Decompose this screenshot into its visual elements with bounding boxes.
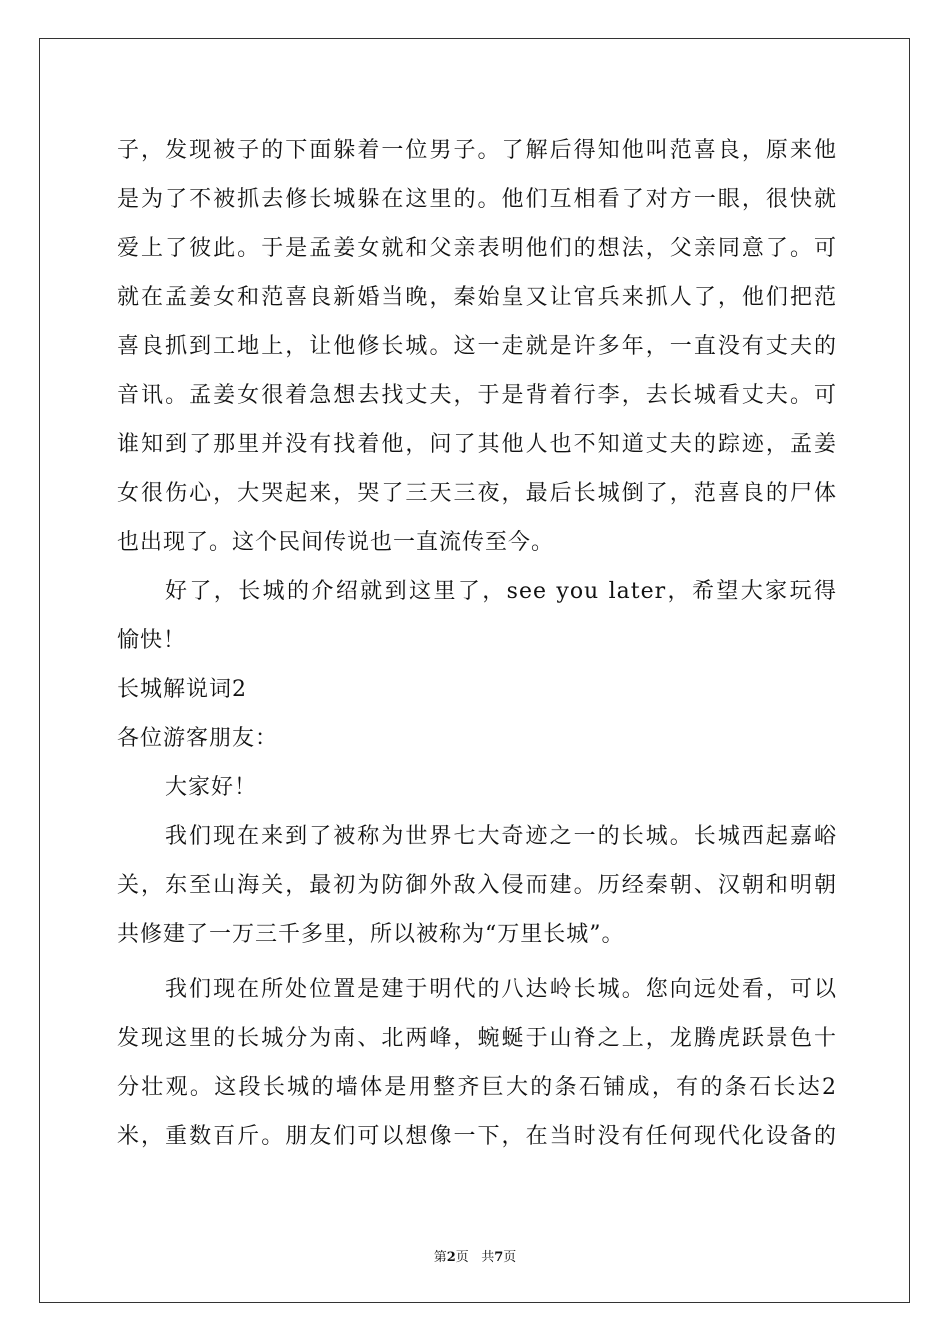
text-line: 音讯。孟姜女很着急想去找丈夫，于是背着行李，去长城看丈夫。可 — [117, 383, 837, 408]
text-line: 就在孟姜女和范喜良新婚当晚，秦始皇又让官兵来抓人了，他们把范 — [117, 285, 837, 310]
text-line: 关，东至山海关，最初为防御外敌入侵而建。历经秦朝、汉朝和明朝 — [117, 873, 837, 898]
text-line: 我们现在来到了被称为世界七大奇迹之一的长城。长城西起嘉峪 — [165, 824, 837, 849]
hello-line: 大家好！ — [165, 775, 258, 800]
page-suffix: 页 — [455, 1250, 469, 1265]
document-body — [117, 126, 837, 1161]
text-line: 我们现在所处位置是建于明代的八达岭长城。您向远处看，可以 — [165, 977, 837, 1002]
text-line: 好了，长城的介绍就到这里了，see you later，希望大家玩得 — [165, 579, 837, 604]
text-line: 共修建了一万三千多里，所以被称为“万里长城”。 — [117, 922, 625, 947]
text-line: 也出现了。这个民间传说也一直流传至今。 — [117, 530, 555, 555]
page-footer — [0, 1246, 950, 1265]
page-number: 2 — [446, 1250, 456, 1265]
total-suffix: 页 — [503, 1250, 517, 1265]
total-prefix: 共 — [481, 1250, 495, 1265]
text-line: 子，发现被子的下面躲着一位男子。了解后得知他叫范喜良，原来他 — [117, 138, 837, 163]
section-heading: 长城解说词2 — [117, 677, 247, 702]
text-line: 分壮观。这段长城的墙体是用整齐巨大的条石铺成，有的条石长达2 — [117, 1075, 837, 1100]
text-line: 是为了不被抓去修长城躲在这里的。他们互相看了对方一眼，很快就 — [117, 187, 837, 212]
text-line: 谁知到了那里并没有找着他，问了其他人也不知道丈夫的踪迹，孟姜 — [117, 432, 837, 457]
text-line: 爱上了彼此。于是孟姜女就和父亲表明他们的想法，父亲同意了。可 — [117, 236, 837, 261]
text-line: 愉快！ — [117, 628, 187, 653]
total-pages: 7 — [494, 1250, 504, 1265]
greeting-line: 各位游客朋友： — [117, 726, 279, 751]
page-prefix: 第 — [433, 1250, 447, 1265]
text-line: 女很伤心，大哭起来，哭了三天三夜，最后长城倒了，范喜良的尸体 — [117, 481, 837, 506]
text-line: 米，重数百斤。朋友们可以想像一下，在当时没有任何现代化设备的 — [117, 1124, 837, 1149]
text-line: 发现这里的长城分为南、北两峰，蜿蜒于山脊之上，龙腾虎跃景色十 — [117, 1026, 837, 1051]
text-line: 喜良抓到工地上，让他修长城。这一走就是许多年，一直没有丈夫的 — [117, 334, 837, 359]
